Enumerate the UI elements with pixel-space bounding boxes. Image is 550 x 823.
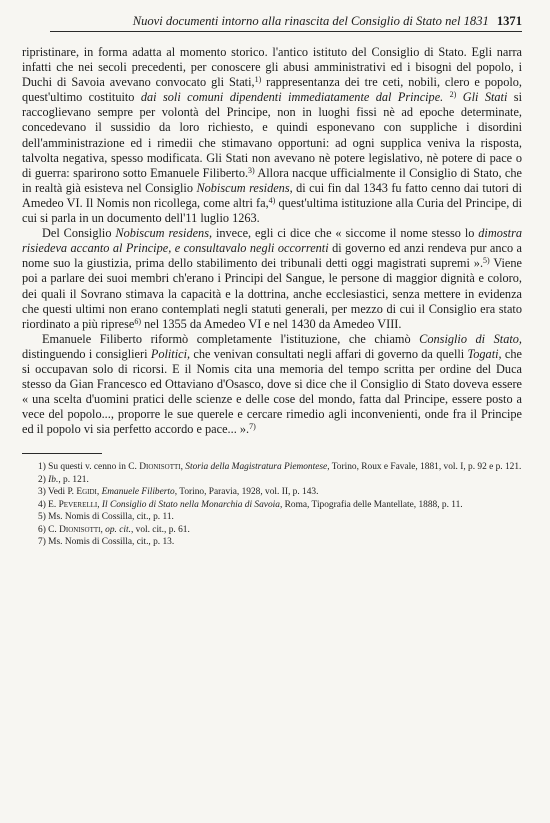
footnote-ref: 5) xyxy=(483,256,490,266)
footnote-7 xyxy=(22,536,522,549)
text-run: , xyxy=(100,524,106,535)
body-text xyxy=(22,45,522,437)
italic-run: Togati, xyxy=(467,346,502,361)
footnote-ref: 4) xyxy=(268,195,276,205)
footnote-ref: 7) xyxy=(249,422,256,432)
text-run: quest'ultima istituzione alla Curia del Principe, di cui si parla in un documento dell'11 luglio 1263. xyxy=(22,195,522,226)
paragraph-2 xyxy=(22,226,522,332)
text-run: che si occupavan solo di ricorsi. E il Nomis cita una memoria del tempo scritta per ordine del Duca stesso da Gian Francesco ed Ottaviano d'Osasco, dove si dice che il Consiglio di Stato doveva essere « una scelta d'uomini pratici delle scienze e delle cose del mondo, fatta dal Principe, essere posto a vece del popolo..., proporre le sue querele e cercare rimedio agli inconvenienti, onde fra il Principe ed il popolo vi sia perfetto accordo e pace... ». xyxy=(22,346,522,437)
text-run: , xyxy=(97,499,102,510)
footnote-3 xyxy=(22,486,522,499)
text-run: rappresentanza dei tre ceti, nobili, clero e popolo, quest'ultimo costituito xyxy=(22,75,522,105)
text-run: 2) xyxy=(38,474,49,485)
text-run: invece, egli ci dice che « siccome il nome stesso lo xyxy=(212,226,479,241)
text-run: , Torino, Roux e Favale, 1881, vol. I, p. 92 e p. 121. xyxy=(327,462,522,473)
text-run: ripristinare, in forma adatta al momento storico. l'antico istituto del Consiglio di Stato. Egli narra infatti che nei secoli precedenti, per conoscere gli abusi amministrativi ed i bisogni del popolo, i Duchi di Savoia avevano convocato gli Stati, xyxy=(22,45,522,90)
paragraph-3 xyxy=(22,332,522,438)
author-name: Egidi xyxy=(76,487,97,498)
text-run: di cui fin dal 1343 fu fatto cenno dai tutori di Amedeo VI. Il Nomis non ricollega, come altri fa, xyxy=(22,180,522,210)
footnote-1 xyxy=(22,461,522,474)
author-name: Dionisotti xyxy=(139,462,181,473)
text-run: , Roma, Tipografia delle Mantellate, 1888, p. 11. xyxy=(279,499,463,510)
footnote-2 xyxy=(22,474,522,487)
italic-run: Nobiscum residens, xyxy=(115,226,213,241)
work-title: op. cit. xyxy=(105,524,131,535)
footnote-ref: 6) xyxy=(134,316,142,326)
text-run: , Torino, Paravia, 1928, vol. II, p. 143. xyxy=(174,487,319,498)
text-run: , xyxy=(180,462,186,473)
running-title: Nuovi documenti intorno alla rinascita del Consiglio di Stato nel 1831 xyxy=(132,14,489,28)
footnote-6 xyxy=(22,524,522,537)
italic-run: dai soli comuni dipendenti immediatamente dal Principe. xyxy=(140,90,444,105)
italic-run: Nobiscum residens, xyxy=(196,180,293,195)
footnote-ref: 1) xyxy=(254,75,262,85)
text-run: di governo ed anzi rendeva pur anco a nome suo la giustizia, prima dello stabilimento dei tribunali detti oggi magistrati supremi ». xyxy=(22,241,522,271)
text-run: Emanuele Filiberto riformò completamente l'istituzione, che chiamò xyxy=(42,331,420,346)
paragraph-1 xyxy=(22,45,522,226)
running-header xyxy=(50,14,522,32)
author-name: Dionisotti xyxy=(59,524,101,535)
work-title: Ib. xyxy=(48,474,59,485)
italic-run: Gli Stati xyxy=(462,90,508,105)
footnote-separator xyxy=(22,453,102,454)
text-run: , vol. cit., p. 61. xyxy=(130,524,190,535)
text-run: Del Consiglio xyxy=(42,226,116,241)
footnote-5 xyxy=(22,511,522,524)
footnote-4 xyxy=(22,499,522,512)
text-run: che venivan consultati negli affari di governo da quelli xyxy=(190,346,468,361)
author-name: Peverelli xyxy=(58,499,98,510)
text-run: nel 1355 da Amedeo VI e nel 1430 da Amedeo VIII. xyxy=(141,316,402,331)
text-run: 5) Ms. Nomis di Cossilla, cit., p. 11. xyxy=(38,512,174,523)
text-run: , xyxy=(96,487,102,498)
work-title: Storia della Magistratura Piemontese xyxy=(185,462,328,473)
footnote-ref: 3) xyxy=(248,165,255,175)
page-number: 1371 xyxy=(496,14,522,28)
text-run: Viene poi a parlare dei suoi membri ch'erano i Principi del Sangue, le persone di maggior dignità e coloro, dei quali il Sovrano stimava la capacità e la dottrina, anche ecclesiastici, senza mettere in evidenza che questi ultimi non erano contemplati negli statuti generali, per mezzo di cui il Consiglio era stato riordinato a più riprese xyxy=(22,256,522,331)
italic-run: dimostra risiedeva accanto al Principe, e consultavalo negli occorrenti xyxy=(22,226,523,256)
italic-run: Politici, xyxy=(150,346,191,361)
text-run: , p. 121. xyxy=(58,474,89,485)
footnote-ref: 2) xyxy=(449,90,457,100)
text-run: 4) E. xyxy=(38,499,59,510)
text-run: si raccoglievano sempre per volontà del Principe, non in luoghi fissi nè ad epoche determinate, concedevano il sussidio da loro richiesto, e quindi esponevano con suppliche i disordini dell'amministrazione ed i rimedii che stimavano opportuni: ad ogni supplica veniva la risposta, talvolta negativa, spesso modificata. Gli Stati non avevano nè potere legislativo, nè potere di pace o di guerra: sparirono sotto Emanuele Filiberto. xyxy=(22,90,523,180)
footnotes xyxy=(22,461,522,549)
italic-run: Consiglio di Stato, xyxy=(419,331,522,346)
text-run: 7) Ms. Nomis di Cossilla, cit., p. 13. xyxy=(38,537,175,548)
text-run: 1) Su questi v. cenno in C. xyxy=(38,462,140,473)
text-run: 3) Vedi P. xyxy=(38,487,77,498)
work-title: Il Consiglio di Stato nella Monarchia di Savoia xyxy=(101,499,280,510)
text-run: Allora nacque ufficialmente il Consiglio di Stato, che in realtà già esisteva nel Consiglio xyxy=(22,165,522,195)
text-run: 6) C. xyxy=(38,524,60,535)
work-title: Emanuele Filiberto xyxy=(101,487,175,498)
text-run: distinguendo i consiglieri xyxy=(22,346,151,361)
